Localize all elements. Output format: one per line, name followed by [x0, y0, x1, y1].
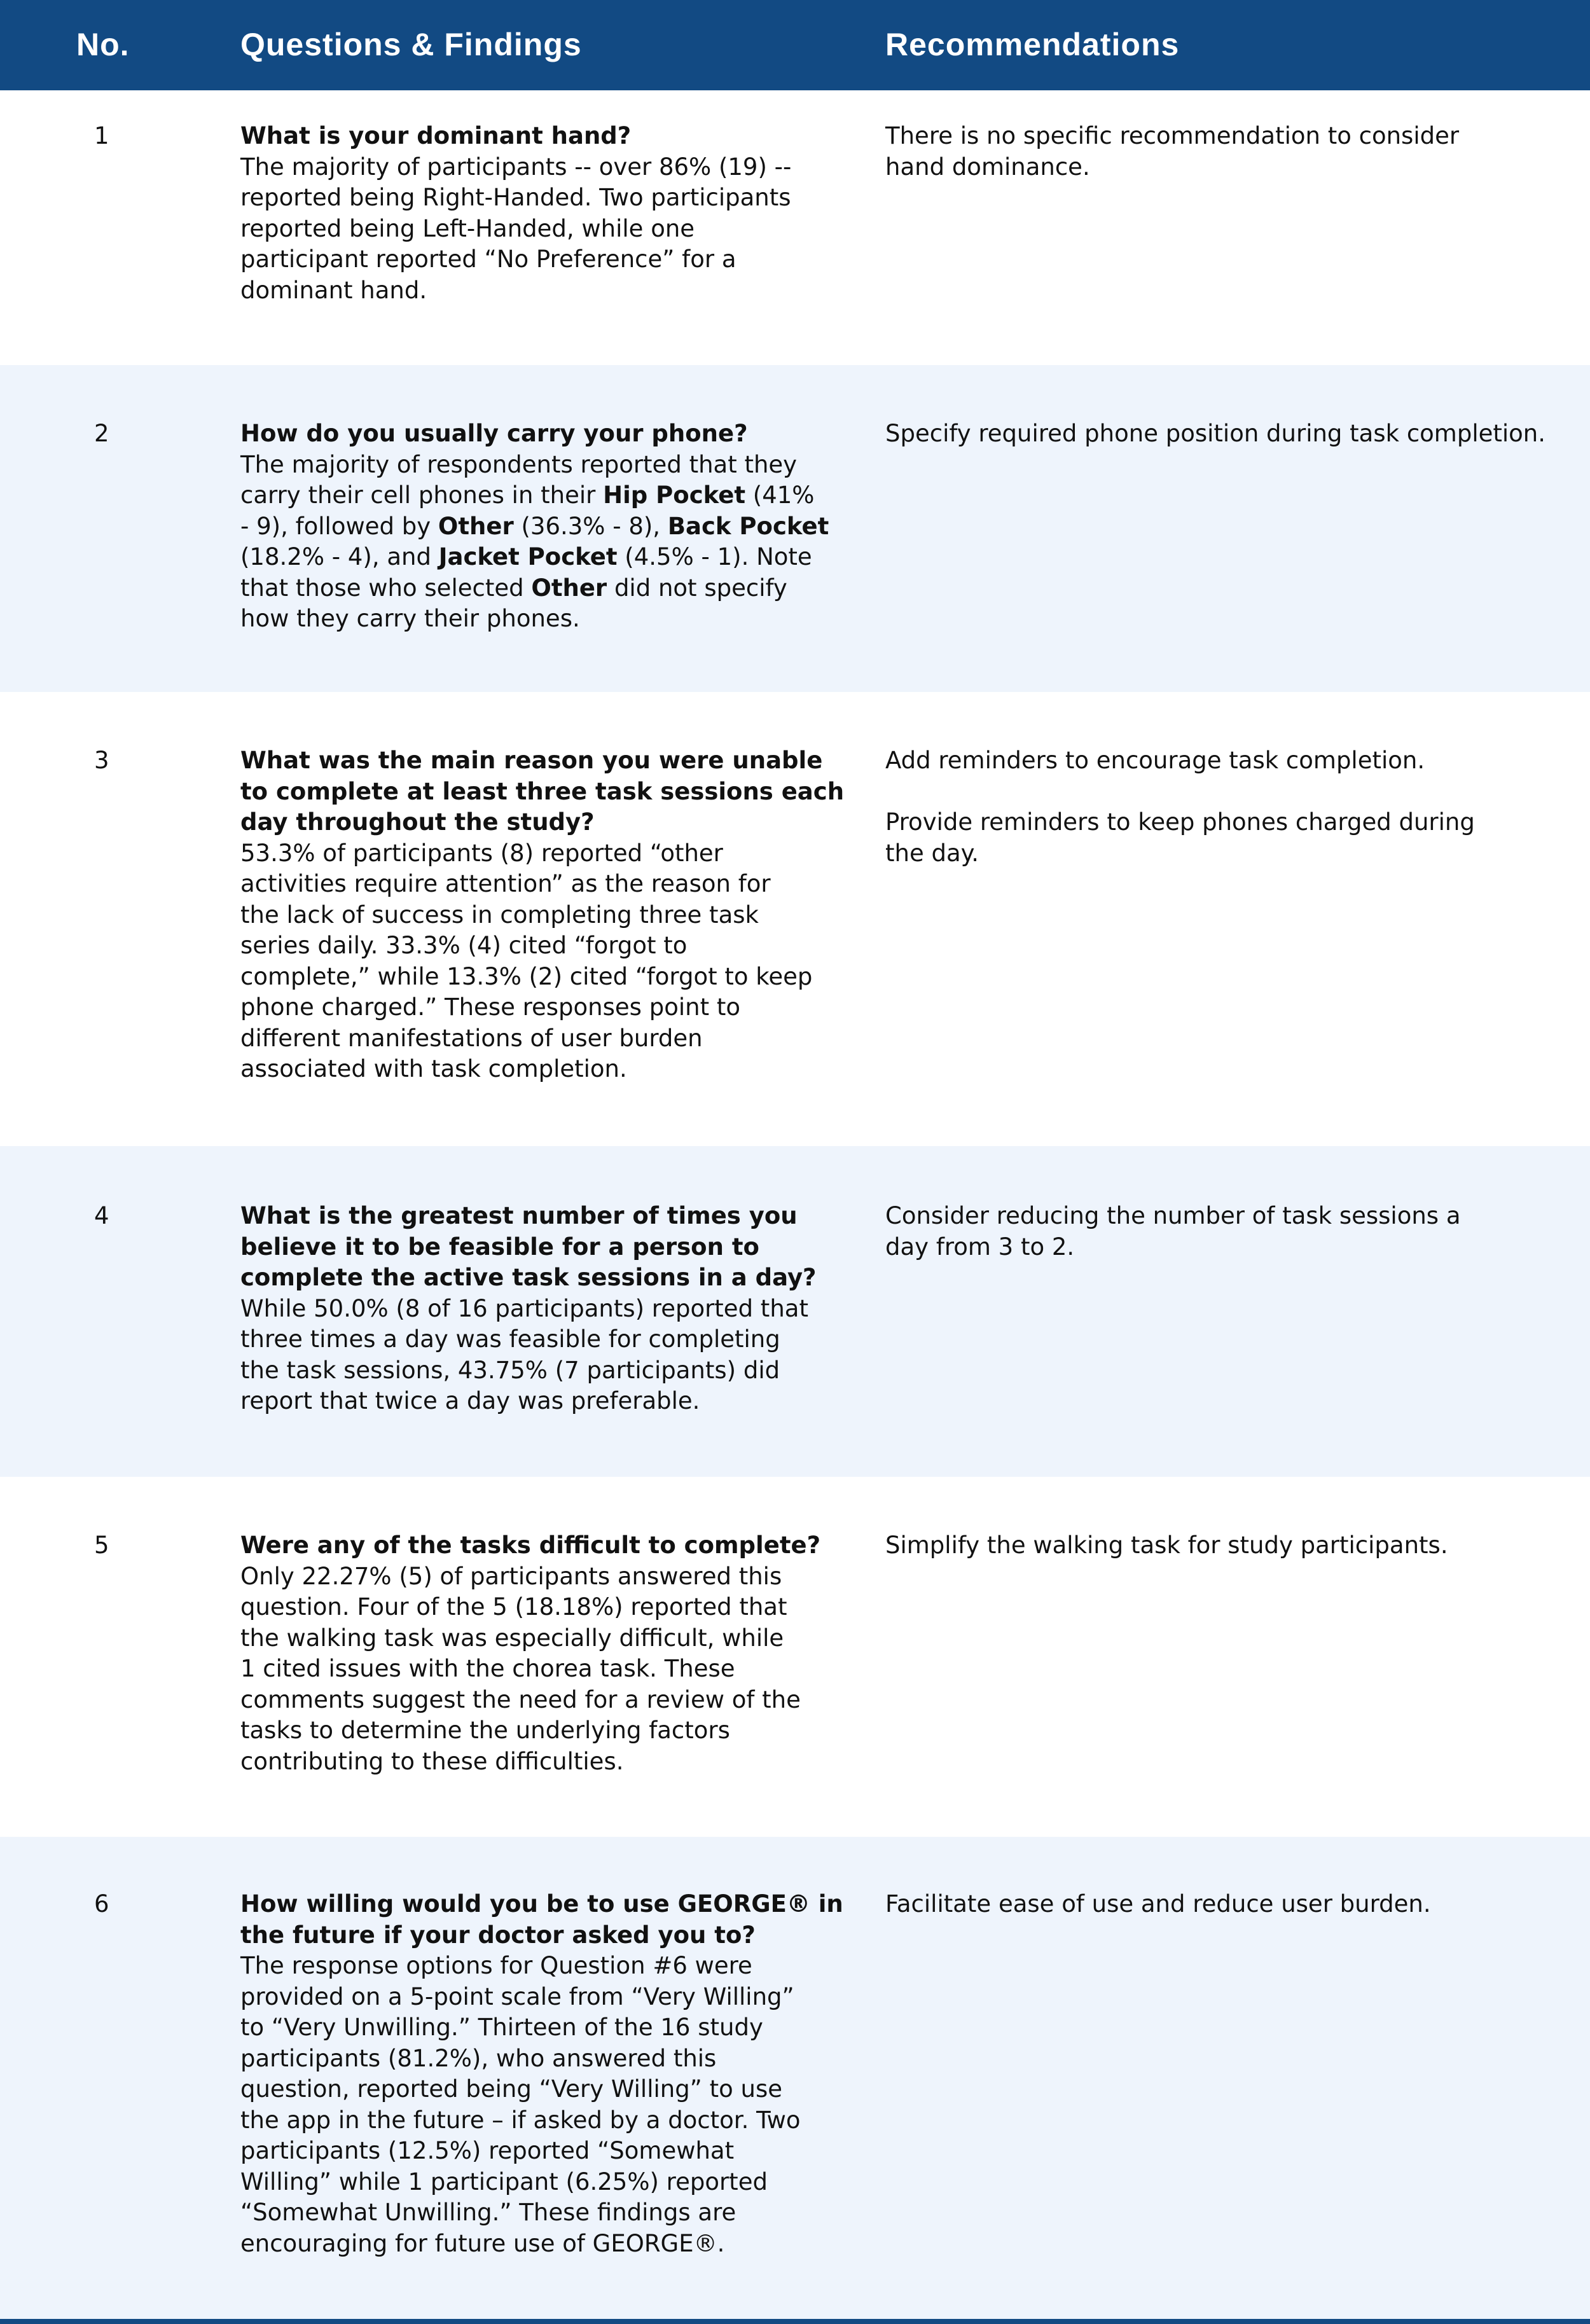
recommendation-cell [885, 418, 1559, 450]
question-title: What was the main reason you were unable [240, 747, 823, 774]
finding-text: that those who selected Other did not specify [240, 574, 787, 602]
recommendation-cell [885, 121, 1559, 183]
question-title: day throughout the study? [240, 808, 595, 836]
finding-text: provided on a 5-point scale from “Very Willing” [240, 1982, 794, 2010]
row-number: 6 [94, 1890, 109, 1918]
header-recommendations: Recommendations [885, 27, 1180, 62]
finding-text: question, reported being “Very Willing” to use [240, 2075, 783, 2103]
finding-text: carry their cell phones in their Hip Pocket (41% [240, 481, 815, 509]
question-title: complete the active task sessions in a day? [240, 1264, 817, 1291]
finding-text: phone charged.” These responses point to [240, 993, 740, 1021]
recommendation-text: There is no specific recommendation to consider [885, 122, 1460, 149]
question-title: Were any of the tasks difficult to complete? [240, 1532, 821, 1559]
row-number: 2 [94, 420, 109, 447]
finding-text: how they carry their phones. [240, 605, 580, 632]
header-questions-findings: Questions & Findings [240, 27, 582, 62]
recommendation-text: Simplify the walking task for study participants. [885, 1532, 1448, 1559]
table-row [0, 1477, 1590, 1837]
finding-text: question. Four of the 5 (18.18%) reported that [240, 1593, 787, 1621]
question-findings-cell [240, 1530, 821, 1777]
table-row [0, 1146, 1590, 1477]
recommendation-cell [885, 1889, 1559, 1920]
question-title: What is your dominant hand? [240, 122, 632, 149]
question-title: to complete at least three task sessions each [240, 777, 845, 805]
table-row [0, 90, 1590, 365]
emphasis-other: Other [438, 512, 514, 540]
finding-text: contributing to these difficulties. [240, 1747, 624, 1775]
finding-text: Only 22.27% (5) of participants answered this [240, 1562, 782, 1590]
recommendation-text: hand dominance. [885, 153, 1090, 181]
emphasis-other: Other [531, 574, 607, 602]
emphasis-jacket-pocket: Jacket Pocket [438, 543, 618, 571]
finding-text: report that twice a day was preferable. [240, 1387, 700, 1414]
finding-text: 53.3% of participants (8) reported “other [240, 839, 723, 867]
row-number: 3 [94, 747, 109, 774]
header-no: No. [76, 27, 130, 62]
finding-text: 1 cited issues with the chorea task. These [240, 1655, 735, 1682]
question-findings-cell [240, 121, 813, 306]
question-findings-cell [240, 745, 845, 1085]
finding-text: to “Very Unwilling.” Thirteen of the 16 study [240, 2014, 763, 2041]
finding-text: dominant hand. [240, 276, 427, 304]
finding-text: comments suggest the need for a review of the [240, 1685, 801, 1713]
finding-text: the task sessions, 43.75% (7 participants) did [240, 1356, 780, 1384]
finding-text: reported being Left-Handed, while one [240, 214, 695, 242]
recommendation-text: day from 3 to 2. [885, 1233, 1075, 1261]
question-findings-cell [240, 418, 829, 635]
finding-text: different manifestations of user burden [240, 1024, 703, 1052]
table-row [0, 365, 1590, 692]
finding-text: associated with task completion. [240, 1055, 627, 1082]
finding-text: (18.2% - 4), and Jacket Pocket (4.5% - 1). Note [240, 543, 812, 571]
question-title: believe it to be feasible for a person to [240, 1233, 759, 1261]
finding-text: activities require attention” as the reason for [240, 870, 771, 897]
finding-text: series daily. 33.3% (4) cited “forgot to [240, 932, 688, 959]
row-number: 4 [94, 1202, 109, 1229]
finding-text: reported being Right-Handed. Two participants [240, 184, 791, 211]
finding-text: three times a day was feasible for completing [240, 1325, 780, 1353]
recommendation-text: Add reminders to encourage task completion. [885, 747, 1425, 774]
emphasis-back-pocket: Back Pocket [667, 512, 829, 540]
finding-text: Willing” while 1 participant (6.25%) reported [240, 2168, 768, 2196]
question-title: How do you usually carry your phone? [240, 420, 748, 447]
paragraph-gap [885, 777, 1559, 808]
finding-text: participants (12.5%) reported “Somewhat [240, 2137, 735, 2164]
table-header [0, 0, 1590, 90]
finding-text: participant reported “No Preference” for a [240, 246, 736, 273]
question-title: What is the greatest number of times you [240, 1202, 798, 1229]
recommendation-text: Consider reducing the number of task sessions a [885, 1202, 1461, 1229]
recommendation-text: the day. [885, 839, 979, 867]
question-title: How willing would you be to use GEORGE® in [240, 1890, 843, 1918]
row-number: 5 [94, 1532, 109, 1559]
finding-text: the lack of success in completing three task [240, 901, 759, 929]
finding-text: the app in the future – if asked by a doctor. Two [240, 2106, 801, 2134]
finding-text: the walking task was especially difficult, while [240, 1624, 784, 1652]
finding-text: While 50.0% (8 of 16 participants) reported that [240, 1294, 808, 1322]
row-number: 1 [94, 122, 109, 149]
table-row [0, 1837, 1590, 2319]
finding-text: The response options for Question #6 were [240, 1952, 752, 1979]
recommendation-text: Facilitate ease of use and reduce user burden. [885, 1890, 1431, 1918]
finding-text: tasks to determine the underlying factors [240, 1717, 730, 1744]
recommendation-cell [885, 745, 1559, 869]
recommendation-text: Provide reminders to keep phones charged during [885, 808, 1475, 836]
finding-text: “Somewhat Unwilling.” These findings are [240, 2199, 736, 2226]
finding-text: - 9), followed by Other (36.3% - 8), Back Pocket [240, 512, 829, 540]
finding-text: participants (81.2%), who answered this [240, 2044, 717, 2072]
recommendation-text: Specify required phone position during task completion. [885, 420, 1546, 447]
finding-text: complete,” while 13.3% (2) cited “forgot to keep [240, 962, 813, 990]
finding-text: encouraging for future use of GEORGE®. [240, 2229, 725, 2257]
finding-text: The majority of participants -- over 86% (19) -- [240, 153, 792, 181]
question-findings-cell [240, 1201, 817, 1417]
bottom-divider [0, 2319, 1590, 2324]
question-findings-cell [240, 1889, 843, 2259]
emphasis-hip-pocket: Hip Pocket [603, 481, 746, 509]
recommendation-cell [885, 1530, 1559, 1561]
finding-text: The majority of respondents reported that they [240, 450, 798, 478]
table-row [0, 692, 1590, 1146]
recommendation-cell [885, 1201, 1559, 1262]
question-title: the future if your doctor asked you to? [240, 1921, 756, 1949]
